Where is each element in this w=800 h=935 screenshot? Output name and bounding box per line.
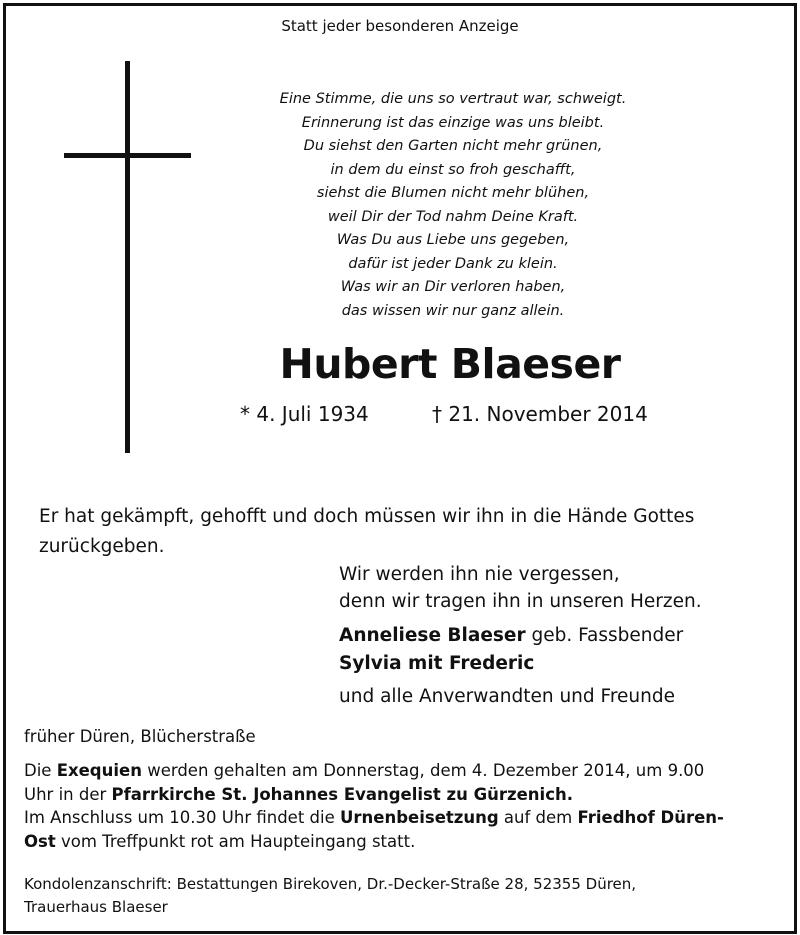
condolence-line: Trauerhaus Blaeser xyxy=(24,897,168,916)
service-line xyxy=(24,783,784,807)
intro-text: Er hat gekämpft, gehofft und doch müssen wir ihn in die Hände Gottes zurückgeben. xyxy=(39,506,695,557)
text: werden gehalten am Donnerstag, dem 4. Dezember 2014, um 9.00 xyxy=(141,761,705,780)
text-bold: Ost xyxy=(24,831,56,851)
text: auf dem xyxy=(498,808,578,827)
service-line xyxy=(24,830,784,854)
poem-line: dafür ist jeder Dank zu klein. xyxy=(348,255,558,272)
poem-line: Erinnerung ist das einzige was uns bleibt. xyxy=(301,114,605,131)
text: Uhr in der xyxy=(24,784,112,804)
service-line xyxy=(24,759,784,783)
poem-line: Du siehst den Garten nicht mehr grünen, xyxy=(303,138,603,154)
poem-line: Was Du aus Liebe uns gegeben, xyxy=(336,232,570,248)
cross-icon xyxy=(125,61,130,453)
poem xyxy=(253,88,653,323)
memory-line: Wir werden ihn nie vergessen, xyxy=(339,564,620,585)
condolence-address xyxy=(24,873,784,918)
text-bold: Urnenbeisetzung xyxy=(340,808,499,827)
mourner-children: Sylvia mit Frederic xyxy=(339,653,535,674)
poem-line: weil Dir der Tod nahm Deine Kraft. xyxy=(327,208,579,225)
notice-header: Statt jeder besonderen Anzeige xyxy=(281,17,519,35)
poem-line: siehst die Blumen nicht mehr blühen, xyxy=(316,185,590,201)
poem-line: in dem du einst so froh geschafft, xyxy=(330,161,576,178)
text: Im Anschluss um 10.30 Uhr findet die xyxy=(24,808,340,827)
cross-icon-bar xyxy=(64,153,191,158)
text-bold: Exequien xyxy=(56,761,142,780)
death-date: † 21. November 2014 xyxy=(432,402,648,426)
memory-line: denn wir tragen ihn in unseren Herzen. xyxy=(339,591,702,612)
service-info xyxy=(24,759,784,853)
text-bold: Friedhof Düren- xyxy=(577,808,724,827)
widow-name: Anneliese Blaeser xyxy=(339,625,526,646)
text: Die xyxy=(24,761,57,780)
text: vom Treffpunkt rot am Haupteingang statt. xyxy=(55,831,416,851)
service-line xyxy=(24,806,784,830)
mourner-widow xyxy=(339,625,683,646)
widow-maiden-name: geb. Fassbender xyxy=(525,625,684,646)
poem-line: das wissen wir nur ganz allein. xyxy=(341,302,565,319)
condolence-line: Kondolenzanschrift: Bestattungen Birekoven, Dr.-Decker-Straße 28, 52355 Düren, xyxy=(24,875,637,893)
birth-date: * 4. Juli 1934 xyxy=(240,402,369,426)
former-address: früher Düren, Blücherstraße xyxy=(24,727,256,746)
mourner-others: und alle Anverwandten und Freunde xyxy=(339,686,675,707)
deceased-name: Hubert Blaeser xyxy=(279,340,621,388)
text-bold: Pfarrkirche St. Johannes Evangelist zu Gürzenich. xyxy=(111,784,573,804)
poem-line: Eine Stimme, die uns so vertraut war, schweigt. xyxy=(279,91,627,107)
poem-line: Was wir an Dir verloren haben, xyxy=(340,279,566,295)
